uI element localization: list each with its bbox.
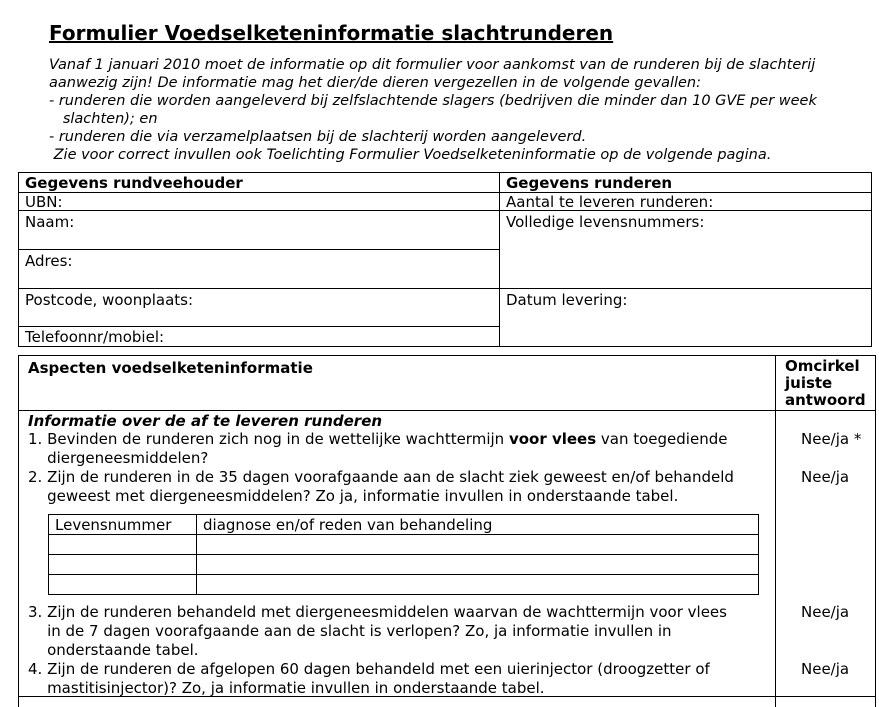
- question-3-cont: in de 7 dagen voorafgaande aan de slacht is verlopen? Zo, ja informatie invullen in: [28, 622, 672, 640]
- levensnummers-field[interactable]: Volledige levensnummers:: [506, 213, 705, 231]
- question-1: 1. Bevinden de runderen zich nog in de wettelijke wachttermijn voor vlees van toegediende: [28, 430, 728, 448]
- answer-q4[interactable]: Nee/ja: [801, 660, 850, 678]
- subtable-header-diagnose: diagnose en/of reden van behandeling: [203, 516, 493, 534]
- intro-line: - runderen die via verzamelplaatsen bij de slachterij worden aangeleverd.: [49, 129, 587, 145]
- question-2: 2. Zijn de runderen in de 35 dagen voorafgaande aan de slacht ziek geweest en/of behandeld: [28, 468, 734, 486]
- form-title: Formulier Voedselketeninformatie slachtrunderen: [49, 21, 614, 45]
- intro-line: Vanaf 1 januari 2010 moet de informatie op dit formulier voor aankomst van de runderen bij de slachterij: [49, 57, 816, 73]
- header-antwoord: antwoord: [785, 391, 866, 409]
- subtable-cell[interactable]: [49, 555, 196, 574]
- subtable-header-levensnummer: Levensnummer: [55, 516, 172, 534]
- answer-q2[interactable]: Nee/ja: [801, 468, 850, 486]
- intro-line: aanwezig zijn! De informatie mag het dier/de dieren vergezellen in de volgende gevallen:: [49, 75, 702, 91]
- section-title: Informatie over de af te leveren runderen: [28, 412, 383, 430]
- header-rundveehouder: Gegevens rundveehouder: [25, 174, 243, 192]
- adres-field[interactable]: Adres:: [25, 252, 73, 270]
- header-runderen: Gegevens runderen: [506, 174, 673, 192]
- question-4-cont: mastitisinjector)? Zo, ja informatie invullen in onderstaande tabel.: [28, 679, 545, 697]
- subtable-cell[interactable]: [197, 575, 758, 594]
- postcode-field[interactable]: Postcode, woonplaats:: [25, 291, 194, 309]
- question-2-cont: geweest met diergeneesmiddelen? Zo ja, informatie invullen in onderstaande tabel.: [28, 487, 679, 505]
- datum-field[interactable]: Datum levering:: [506, 291, 628, 309]
- question-3-cont: onderstaande tabel.: [28, 641, 199, 659]
- header-antwoord: juiste: [785, 374, 833, 392]
- question-4: 4. Zijn de runderen de afgelopen 60 dagen behandeld met een uierinjector (droogzetter of: [28, 660, 710, 678]
- subtable-cell[interactable]: [49, 575, 196, 594]
- subtable-cell[interactable]: [197, 555, 758, 574]
- aantal-field[interactable]: Aantal te leveren runderen:: [506, 193, 714, 211]
- intro-line: Zie voor correct invullen ook Toelichting Formulier Voedselketeninformatie op de volgende pagina.: [49, 147, 772, 163]
- header-aspecten: Aspecten voedselketeninformatie: [28, 359, 313, 377]
- header-antwoord: Omcirkel: [785, 357, 860, 375]
- answer-q1[interactable]: Nee/ja *: [801, 430, 862, 448]
- ubn-field[interactable]: UBN:: [25, 193, 63, 211]
- intro-line: slachten); en: [49, 111, 158, 127]
- subtable-cell[interactable]: [49, 535, 196, 554]
- subtable-cell[interactable]: [197, 535, 758, 554]
- question-1-cont: diergeneesmiddelen?: [28, 449, 209, 467]
- intro-line: - runderen die worden aangeleverd bij zelfslachtende slagers (bedrijven die minder dan 10 GVE per week: [49, 93, 817, 109]
- question-3: 3. Zijn de runderen behandeld met diergeneesmiddelen waarvan de wachttermijn voor vlees: [28, 603, 727, 621]
- telefoon-field[interactable]: Telefoonnr/mobiel:: [25, 328, 165, 346]
- naam-field[interactable]: Naam:: [25, 213, 75, 231]
- answer-q3[interactable]: Nee/ja: [801, 603, 850, 621]
